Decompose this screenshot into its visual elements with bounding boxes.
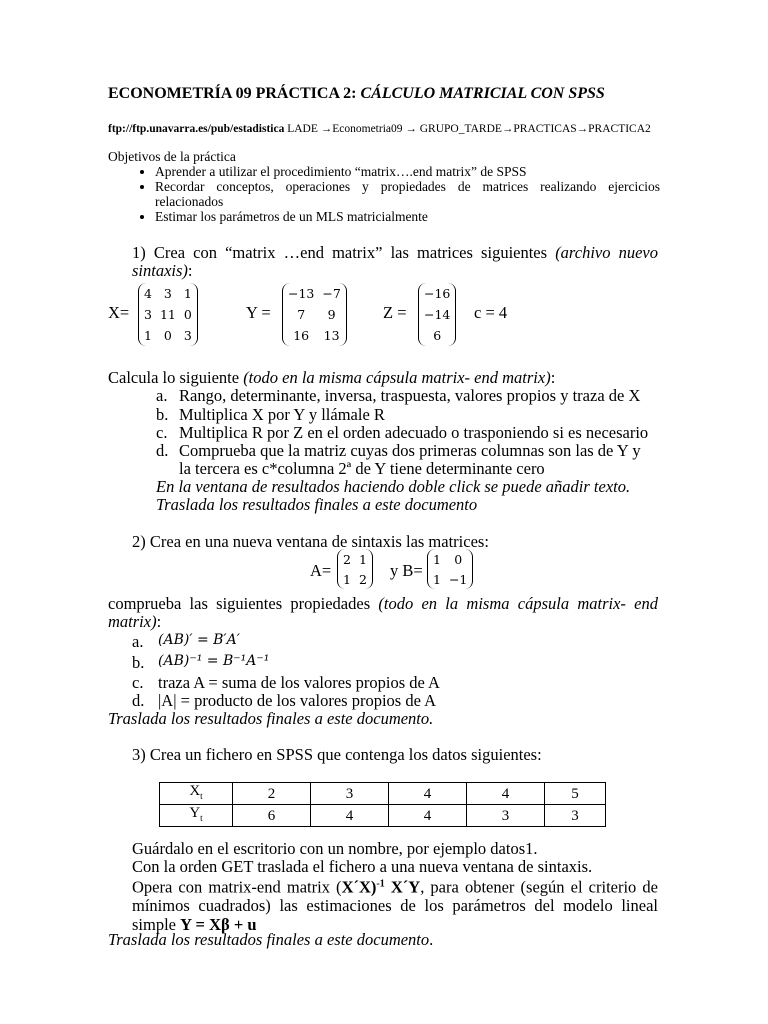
objectives-section <box>108 149 660 224</box>
table-row: $X_t$ 2 3 4 4 5 <box>160 783 606 805</box>
b-label: y B= <box>390 561 423 580</box>
ex1-intro: 1) Crea con “matrix …end matrix” las matrices siguientes (archivo nuevo sintaxis): <box>132 243 658 280</box>
prop-marker: d. <box>132 691 145 710</box>
table-row: $Y_t$ 6 4 4 3 3 <box>160 805 606 827</box>
task-item-cont: la tercera es c*columna 2ª de Y tiene determinante cero <box>179 459 545 478</box>
ex3-formula-text: Opera con matrix-end matrix (X´X)$^{-1}$ X´Y, para obtener (según el criterio de mínimos cuadrados) las estimaciones de los parámetros del modelo lineal simple Y = Xβ + u <box>132 877 658 934</box>
objectives-heading: Objetivos de la práctica <box>108 149 236 164</box>
ex3-line: Con la orden GET traslada el fichero a una nueva ventana de sintaxis. <box>132 857 593 876</box>
matrix-z: −16 −14 6 <box>420 283 454 346</box>
task-marker: a. <box>156 386 168 405</box>
objective-item: • Recordar conceptos, operaciones y propiedades de matrices realizando ejercicios relacionados <box>155 179 660 209</box>
prop-item: (AB)′ = B′A′ <box>158 632 240 648</box>
page-title: ECONOMETRÍA 09 PRÁCTICA 2: CÁLCULO MATRICIAL CON SPSS <box>108 85 605 102</box>
task-marker: c. <box>156 423 168 442</box>
objective-item: • Estimar los parámetros de un MLS matricialmente <box>155 209 660 224</box>
prop-marker: b. <box>132 653 145 672</box>
ex2-check: comprueba las siguientes propiedades (todo en la misma cápsula matrix- end matrix): <box>108 594 658 631</box>
task-marker: d. <box>156 441 169 460</box>
matrix-a: 2 1 1 2 <box>339 549 371 589</box>
z-label: Z = <box>383 303 407 322</box>
scalar-c: c = 4 <box>474 303 508 322</box>
ftp-link[interactable]: ftp://ftp.unavarra.es/pub/estadistica <box>108 123 285 135</box>
ex3-intro: 3) Crea un fichero en SPSS que contenga los datos siguientes: <box>132 745 542 764</box>
prop-marker: c. <box>132 673 144 692</box>
data-table <box>159 782 606 827</box>
matrix-b: 1 0 1 −1 <box>429 549 471 589</box>
task-marker: b. <box>156 405 169 424</box>
objective-item: • Aprender a utilizar el procedimiento “matrix….end matrix” de SPSS <box>155 164 660 179</box>
x-label: X= <box>108 303 130 322</box>
task-item: Multiplica X por Y y llámale R <box>179 405 385 424</box>
prop-marker: a. <box>132 632 144 651</box>
prop-item: traza A = suma de los valores propios de A <box>158 673 440 692</box>
objectives-list <box>108 164 660 224</box>
prop-item: (AB)⁻¹ = B⁻¹A⁻¹ <box>158 653 270 669</box>
ex2-note: Traslada los resultados finales a este documento. <box>108 709 434 728</box>
task-item: Rango, determinante, inversa, traspuesta, valores propios y traza de X <box>179 386 641 405</box>
task-item: Comprueba que la matriz cuyas dos primeras columnas son las de Y y <box>179 441 641 460</box>
ex1-note: Traslada los resultados finales a este documento <box>156 495 478 514</box>
ex1-calc: Calcula lo siguiente (todo en la misma cápsula matrix- end matrix): <box>108 368 556 387</box>
matrix-y: −13 −7 7 9 16 13 <box>284 283 345 346</box>
prop-item: |A| = producto de los valores propios de A <box>158 691 437 710</box>
ftp-path <box>108 123 651 135</box>
breadcrumb: LADE →Econometria09 → GRUPO_TARDE→PRACTICAS→PRACTICA2 <box>284 123 651 135</box>
ex3-note: Traslada los resultados finales a este documento. <box>108 930 434 949</box>
ex3-line: Guárdalo en el escritorio con un nombre, por ejemplo datos1. <box>132 839 538 858</box>
ex1-note: En la ventana de resultados haciendo doble click se puede añadir texto. <box>156 477 631 496</box>
a-label: A= <box>310 561 332 580</box>
ex2-intro: 2) Crea en una nueva ventana de sintaxis las matrices: <box>132 532 489 551</box>
y-label: Y = <box>246 303 271 322</box>
matrix-x: 4 3 1 3 11 0 1 0 3 <box>140 283 196 346</box>
task-item: Multiplica R por Z en el orden adecuado o trasponiendo si es necesario <box>179 423 649 442</box>
